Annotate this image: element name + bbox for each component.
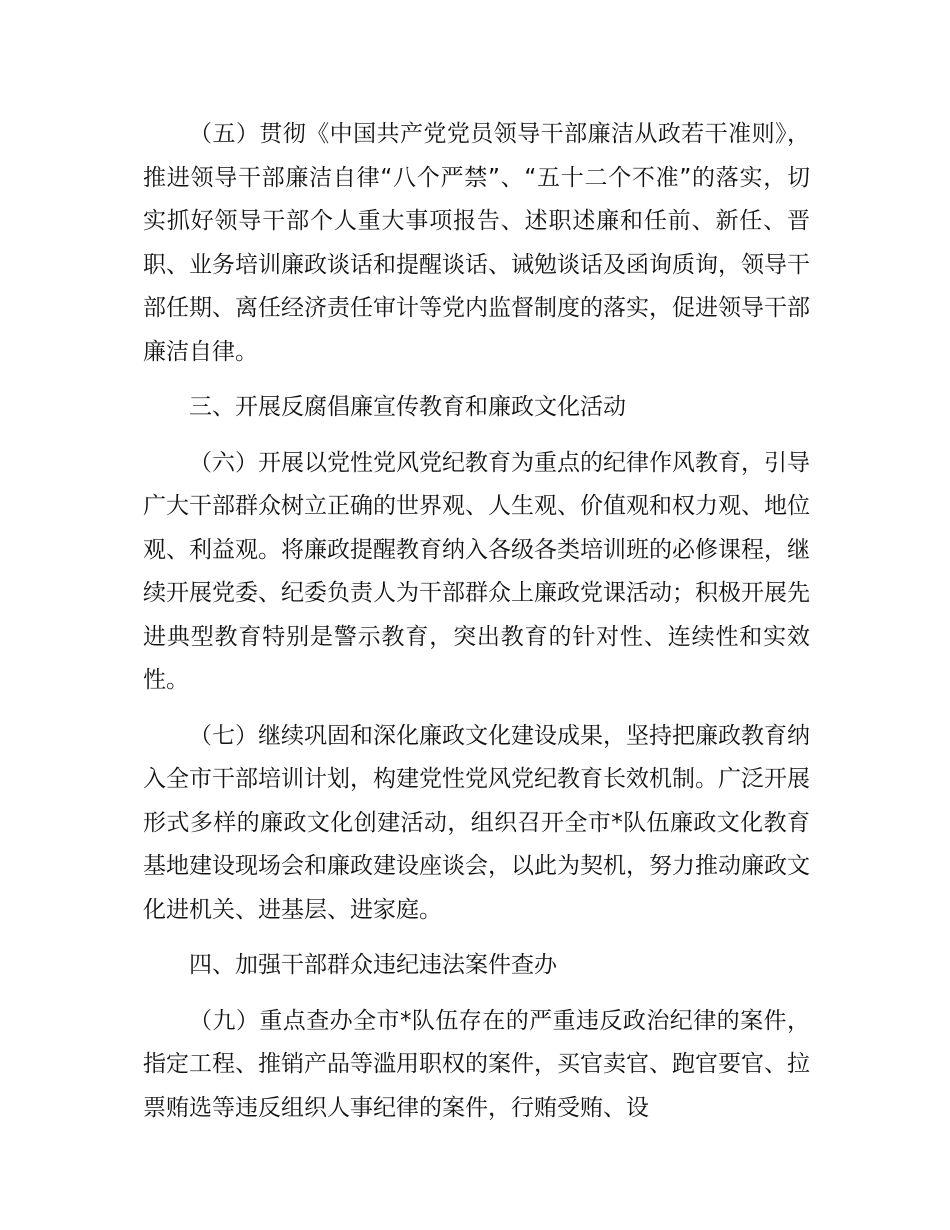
section-heading-3: 三、开展反腐倡廉宣传教育和廉政文化活动 — [189, 394, 626, 420]
paragraph-gap — [143, 988, 810, 1000]
paragraph-gap — [143, 374, 810, 386]
paragraph-gap — [143, 430, 810, 442]
paragraph-6: （六）开展以党性党风党纪教育为重点的纪律作风教育，引导广大干部群众树立正确的世界观、人生观、价值观和权力观、地位观、利益观。将廉政提醒教育纳入各级各类培训班的必修课程，继续开展党委、纪委负责人为干部群众上廉政党课活动；积极开展先进典型教育特别是警示教育，突出教育的针对性、连续性和实效性。 — [143, 449, 810, 693]
document-body — [143, 113, 810, 1130]
paragraph-9: （九）重点查办全市*队伍存在的严重违反政治纪律的案件，指定工程、推销产品等滥用职权的案件，买官卖官、跑官要官、拉票贿选等违反组织人事纪律的案件，行贿受贿、设 — [143, 1007, 810, 1121]
section-heading-4: 四、加强干部群众违纪违法案件查办 — [189, 952, 557, 978]
paragraph-7: （七）继续巩固和深化廉政文化建设成果，坚持把廉政教育纳入全市干部培训计划，构建党性党风党纪教育长效机制。广泛开展形式多样的廉政文化创建活动，组织召开全市*队伍廉政文化教育基地建设现场会和廉政建设座谈会，以此为契机，努力推动廉政文化进机关、进基层、进家庭。 — [143, 722, 810, 923]
paragraph-5: （五）贯彻《中国共产党党员领导干部廉洁从政若干准则》，推进领导干部廉洁自律“八个严禁”、“五十二个不准”的落实，切实抓好领导干部个人重大事项报告、述职述廉和任前、新任、晋职、业务培训廉政谈话和提醒谈话、诫勉谈话及函询质询，领导干部任期、离任经济责任审计等党内监督制度的落实，促进领导干部廉洁自律。 — [143, 121, 810, 365]
paragraph-gap — [143, 932, 810, 944]
paragraph-gap — [143, 703, 810, 715]
